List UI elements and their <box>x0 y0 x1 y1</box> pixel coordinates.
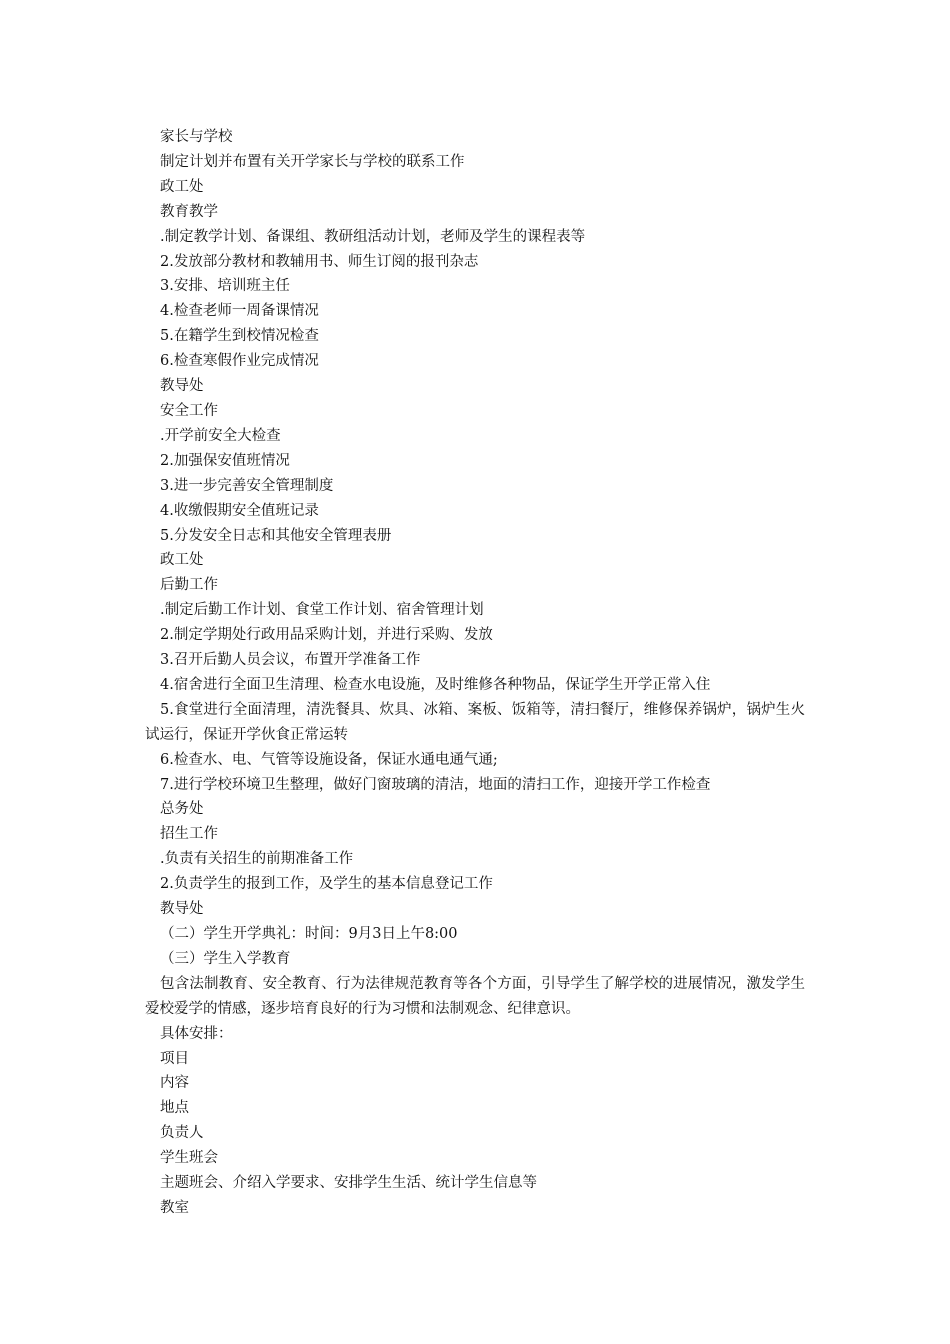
list-item: 3.召开后勤人员会议，布置开学准备工作 <box>160 652 421 669</box>
department-label: 政工处 <box>160 552 204 569</box>
section-heading: 招生工作 <box>160 826 218 843</box>
table-cell: 主题班会、介绍入学要求、安排学生生活、统计学生信息等 <box>160 1175 537 1192</box>
table-cell: 学生班会 <box>160 1150 218 1167</box>
list-item: 4.宿舍进行全面卫生清理、检查水电设施，及时维修各种物品，保证学生开学正常入住 <box>160 676 711 693</box>
list-item: 2.负责学生的报到工作，及学生的基本信息登记工作 <box>160 876 493 893</box>
department-label: 总务处 <box>160 801 204 818</box>
list-item: .负责有关招生的前期准备工作 <box>160 851 354 868</box>
list-item: 4.收缴假期安全值班记录 <box>160 502 319 519</box>
body-paragraph: 包含法制教育、安全教育、行为法律规范教育等各个方面，引导学生了解学校的进展情况，激发学生爱校爱学的情感，逐步培育良好的行为习惯和法制观念、纪律意识。 <box>145 975 805 1017</box>
list-item: 6.检查寒假作业完成情况 <box>160 353 319 370</box>
list-item-wrapped: 5.食堂进行全面清理，清洗餐具、炊具、冰箱、案板、饭箱等，清扫餐厅，维修保养锅炉，锅炉生火试运行，保证开学伙食正常运转 <box>145 701 805 743</box>
list-item: 3.进一步完善安全管理制度 <box>160 477 334 494</box>
list-item: 3.安排、培训班主任 <box>160 278 290 295</box>
department-label: 教导处 <box>160 901 204 918</box>
list-item: 2.发放部分教材和教辅用书、师生订阅的报刊杂志 <box>160 253 479 270</box>
list-item: 2.制定学期处行政用品采购计划，并进行采购、发放 <box>160 627 493 644</box>
list-item: .制定后勤工作计划、食堂工作计划、宿舍管理计划 <box>160 602 484 619</box>
table-header-cell: 负责人 <box>160 1125 204 1142</box>
list-item: 4.检查老师一周备课情况 <box>160 303 319 320</box>
list-item: .开学前安全大检查 <box>160 427 281 444</box>
section-heading: 安全工作 <box>160 402 218 419</box>
list-item: .制定教学计划、备课组、教研组活动计划，老师及学生的课程表等 <box>160 228 586 245</box>
document-body <box>145 125 805 1221</box>
list-item: 2.加强保安值班情况 <box>160 452 290 469</box>
section-heading: 后勤工作 <box>160 577 218 594</box>
table-header-cell: 内容 <box>160 1075 189 1092</box>
department-label: 教导处 <box>160 378 204 395</box>
list-item: 5.分发安全日志和其他安全管理表册 <box>160 527 392 544</box>
subsection-heading: （三）学生入学教育 <box>160 950 291 967</box>
section-heading: 教育教学 <box>160 203 218 220</box>
list-item: 7.进行学校环境卫生整理，做好门窗玻璃的清洁，地面的清扫工作，迎接开学工作检查 <box>160 776 711 793</box>
section-heading: 家长与学校 <box>160 129 233 145</box>
subsection-heading: （二）学生开学典礼：时间：9月3日上午8:00 <box>160 926 458 942</box>
table-cell: 教室 <box>160 1199 189 1216</box>
list-item: 5.在籍学生到校情况检查 <box>160 328 319 345</box>
table-header-cell: 地点 <box>160 1100 189 1117</box>
list-item: 6.检查水、电、气管等设施设备，保证水通电通气通; <box>160 751 498 768</box>
text-line: 制定计划并布置有关开学家长与学校的联系工作 <box>160 153 465 170</box>
department-label: 政工处 <box>160 178 204 195</box>
table-header-cell: 项目 <box>160 1050 189 1067</box>
text-line: 具体安排： <box>160 1025 233 1042</box>
